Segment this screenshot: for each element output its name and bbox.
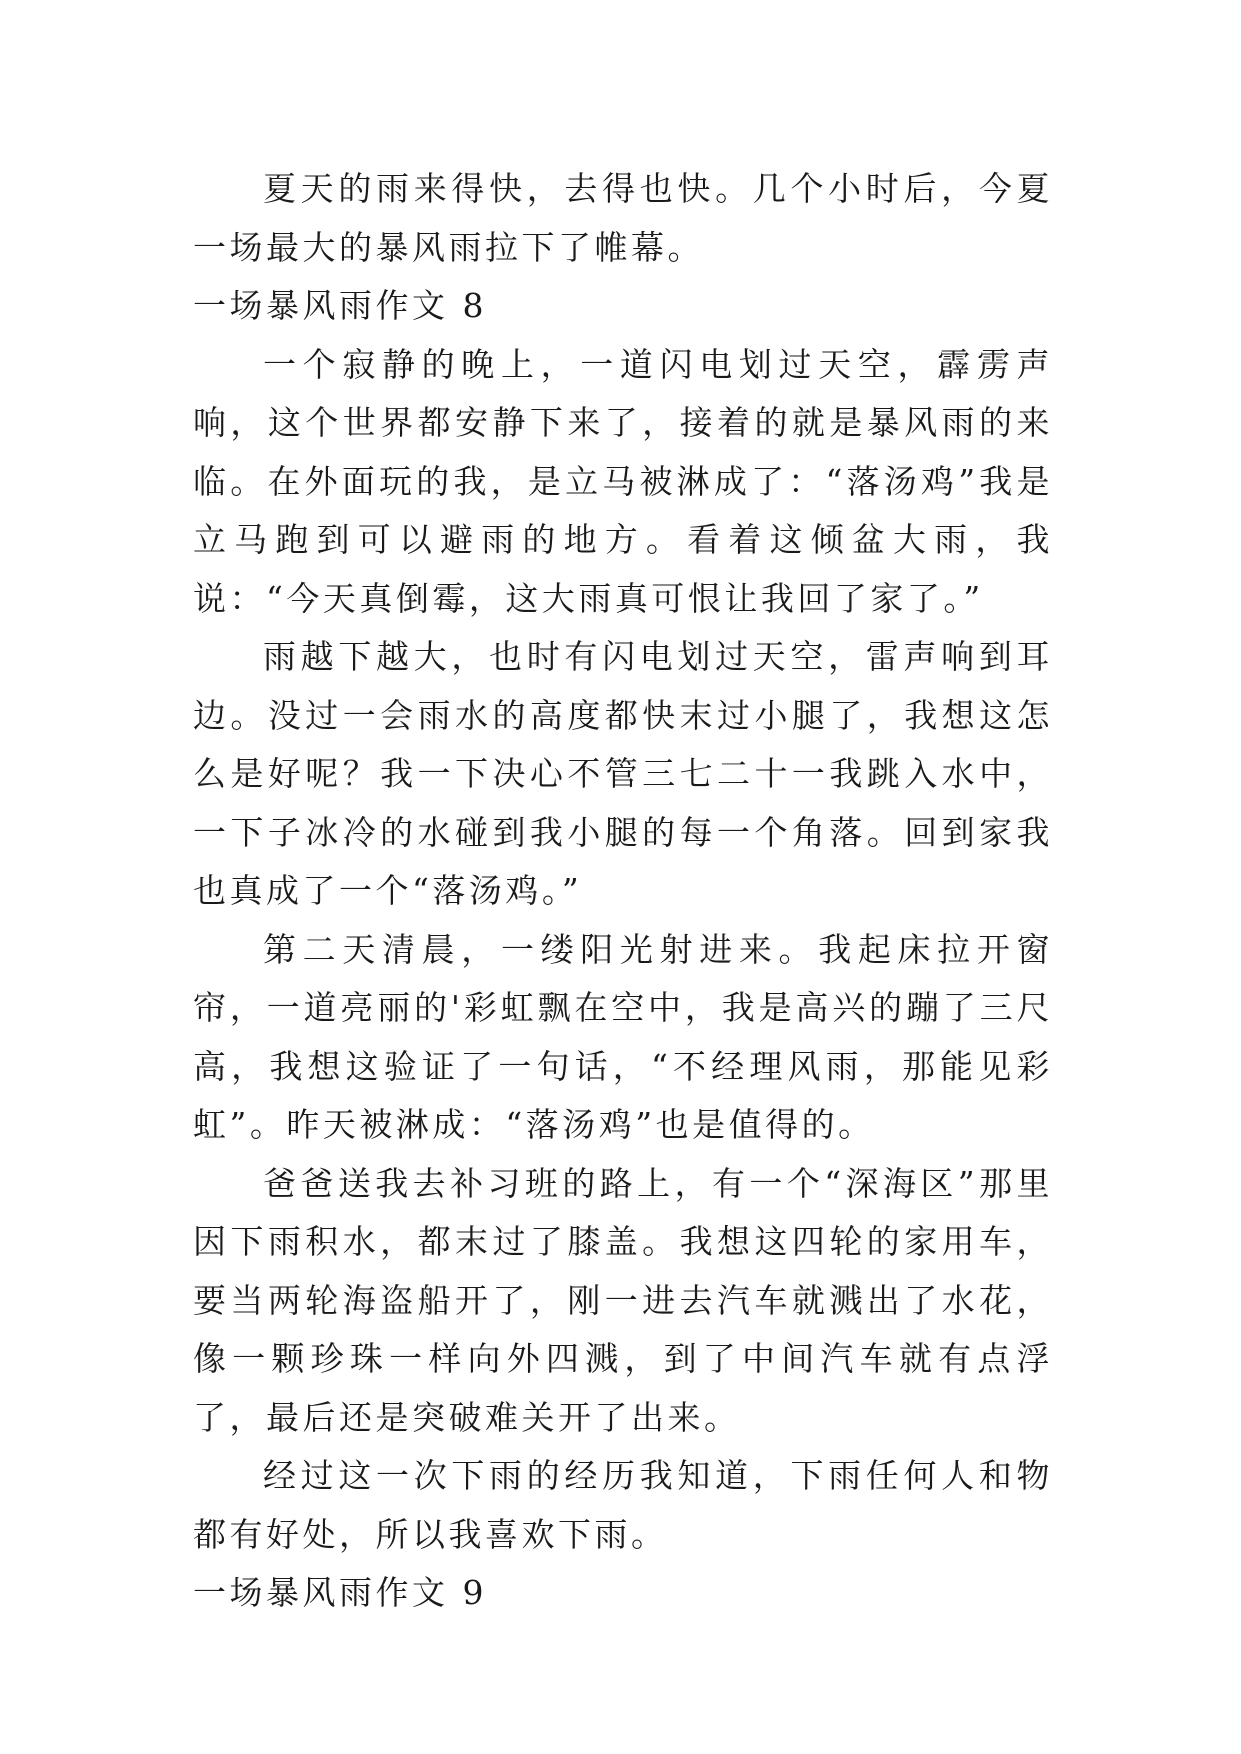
essay-title-8: 一场暴风雨作文 8 xyxy=(193,286,487,325)
paragraph-summer-rain-ending: 夏天的雨来得快，去得也快。几个小时后，今夏一场最大的暴风雨拉下了帷幕。 xyxy=(193,169,1053,267)
paragraph-deep-water-drive: 爸爸送我去补习班的路上，有一个“深海区”那里因下雨积水，都末过了膝盖。我想这四轮的家用车，要当两轮海盗船开了，刚一进去汽车就溅出了水花，像一颗珍珠一样向外四溅，到了中间汽车就有点浮了，最后还是突破难关开了出来。 xyxy=(193,1163,1053,1437)
paragraph-rain-heavier: 雨越下越大，也时有闪电划过天空，雷声响到耳边。没过一会雨水的高度都快末过小腿了，我想这怎么是好呢？我一下决心不管三七二十一我跳入水中，一下子冰冷的水碰到我小腿的每一个角落。回到家我也真成了一个“落汤鸡。” xyxy=(193,637,1053,910)
document-body xyxy=(193,160,1053,1623)
paragraph-next-morning-rainbow: 第二天清晨，一缕阳光射进来。我起床拉开窗帘，一道亮丽的'彩虹飘在空中，我是高兴的蹦了三尺高，我想这验证了一句话，“不经理风雨，那能见彩虹”。昨天被淋成：“落汤鸡”也是值得的。 xyxy=(193,929,1053,1144)
essay-title-9: 一场暴风雨作文 9 xyxy=(193,1573,487,1612)
paragraph-conclusion: 经过这一次下雨的经历我知道，下雨任何人和物都有好处，所以我喜欢下雨。 xyxy=(193,1456,1053,1554)
paragraph-quiet-night: 一个寂静的晚上，一道闪电划过天空，霹雳声响，这个世界都安静下来了，接着的就是暴风雨的来临。在外面玩的我，是立马被淋成了：“落汤鸡”我是立马跑到可以避雨的地方。看着这倾盆大雨，我说：“今天真倒霉，这大雨真可恨让我回了家了。” xyxy=(193,344,1053,618)
